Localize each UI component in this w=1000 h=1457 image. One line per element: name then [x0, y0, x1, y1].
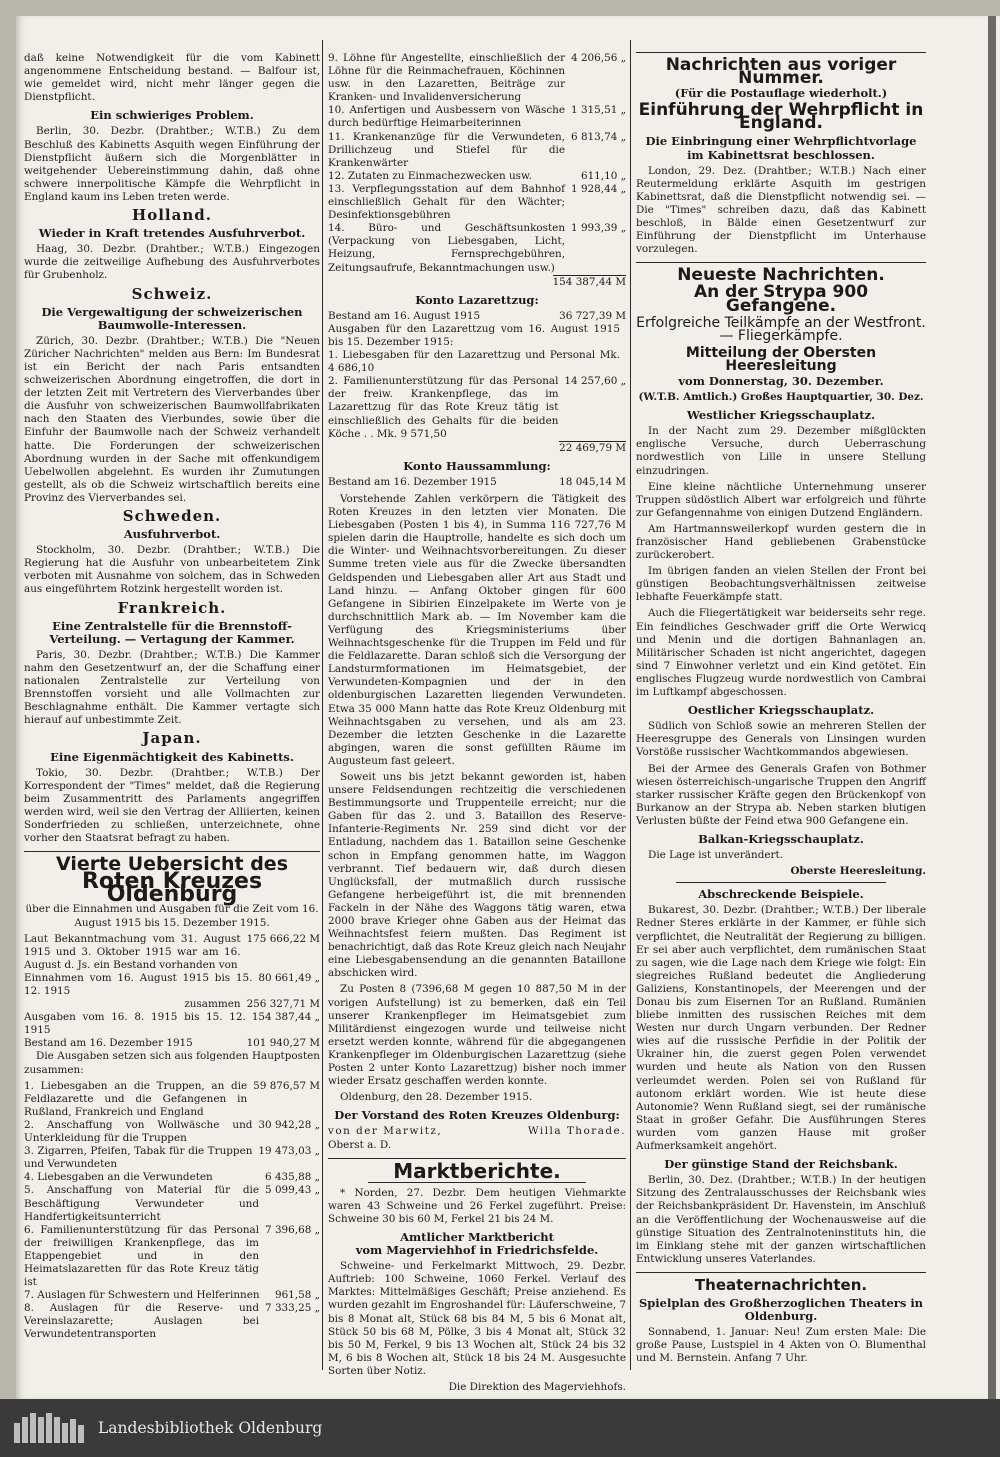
- laz-row: 2. Familienunterstützung für das Personal der freiw. Krankenpflege, das im Lazarettzug für das Rote Kreuz tätig ist einschließlich des Gehalts für die beiden Köche . . Mk. 9 571,50 14 257,60 „: [328, 375, 626, 440]
- strypa-subheadline: Erfolgreiche Teilkämpfe an der Westfront. — Fliegerkämpfe.: [636, 314, 926, 344]
- newspaper-page: [16, 16, 1000, 1399]
- rk-row: Einnahmen vom 16. August 1915 bis 15. 12. 1915 80 661,49 „: [24, 971, 320, 997]
- separator: [24, 851, 320, 852]
- holland-heading: Holland.: [132, 206, 212, 225]
- balkan-text: Die Lage ist unverändert.: [648, 849, 783, 862]
- ost-text-1: Südlich von Schloß sowie an mehreren Stellen der Heeresgruppe des Generals von Linsingen wurden Vorstöße russischer Wachtkommandos abgewiesen.: [636, 720, 926, 759]
- markt-text-2: Schweine- und Ferkelmarkt Mittwoch, 29. Dezbr. Auftrieb: 100 Schweine, 1060 Ferkel. Verlauf des Marktes: Mittelmäßiges Geschäft; Preise anziehend. Es wurden gezahlt im Engroshandel für: Läuferschweine, 7 bis 8 Monat alt, Stück 68 bis 84 M, 5 bis 6 Monat alt, Stück 50 bis 68 M, Pölke, 3 bis 4 Monat alt, Stück 32 bis 50 M, Ferkel, 9 bis 13 Wochen alt, Stück 24 bis 32 M, 6 bis 8 Wochen alt, Stück 18 bis 24 M. Ausgesuchte Sorten über Notiz.: [328, 1260, 626, 1377]
- schweden-text: Stockholm, 30. Dezbr. (Drahtber.; W.T.B.) Die Regierung hat die Ausfuhr von unbearbeitetem Zink verboten mit Ausnahme von solchem, das in Schweden aus eingeführtem Rotzink hergestellt worden ist.: [24, 544, 320, 596]
- column-1: [24, 52, 320, 1342]
- column-rule: [322, 40, 323, 1370]
- west-text-2: Eine kleine nächtliche Unternehmung unserer Truppen südöstlich Albert war erfolgreich und führte zur Gefangennahme von einigen Dutzend Engländern.: [636, 480, 926, 519]
- haussammlung-heading: Konto Haussammlung:: [403, 458, 551, 473]
- column-rule: [630, 40, 631, 1370]
- library-label: Landesbibliothek Oldenburg: [98, 1419, 323, 1437]
- ohl-title: Mitteilung der Obersten Heeresleitung: [685, 344, 877, 374]
- rk-text-3: Zu Posten 8 (7396,68 M gegen 10 887,50 M in der vorigen Aufstellung) ist zu bemerken, daß ein Teil unserer Krankenpfleger im Heimatsgebiet zum Militärdienst eingezogen wurde und teilweise nicht ersetzt werden konnte, während für die abgegangenen Krankenpfleger im Oldenburgischen Lazarettzug (siehe Posten 2 unter Konto Lazarettzug) bisher noch immer wieder Ersatz geschaffen werden konnte.: [328, 983, 626, 1088]
- rk-post: 6. Familienunterstützung für das Personal der freiwilligen Krankenpflege, das im Etappengebiet und in den Heimatslazaretten für das Rote Kreuz tätig ist 7 396,68 „: [24, 1223, 320, 1289]
- rk-post: 7. Auslagen für Schwestern und Helferinnen 961,58 „: [24, 1289, 320, 1302]
- reichsbank-text: Berlin, 30. Dez. (Drahtber.; W.T.B.) In der heutigen Sitzung des Zentralausschusses der Reichsbank wies der Reichsbankpräsident Dr. Havenstein, im Anschluß an die Veröffentlichung der Wochenausweise auf die günstige Situation des Zentralnoteninstituts hin, die im Einklang stehe mit der ganzen wirtschaftlichen Entwicklung unseres Vaterlandes.: [636, 1174, 926, 1265]
- west-text-5: Auch die Fliegertätigkeit war beiderseits sehr rege. Ein feindliches Geschwader griff die Orte Werwicq und Menin und die dortigen Bahnanlagen an. Militärischer Schaden ist nicht angerichtet, dagegen sind 7 Einwohner verletzt und ein Kind getötet. Ein englisches Flugzeug wurde nordwestlich von Cambrai im Luftkampf abgeschossen.: [636, 607, 926, 699]
- problem-heading: Ein schwieriges Problem.: [90, 108, 254, 123]
- rk-post: 2. Anschaffung von Wollwäsche und Unterkleidung für die Truppen 30 942,28 „: [24, 1118, 320, 1145]
- markt-signature: Die Direktion des Magerviehhofs.: [448, 1381, 626, 1393]
- laz-row: Ausgaben für den Lazarettzug vom 16. August 1915 bis 15. Dezember 1915:: [328, 322, 620, 348]
- rk-balance-list: [24, 933, 320, 1051]
- wehrpflicht-subtitle: Die Einbringung einer Wehrpflichtvorlage im Kabinettsrat beschlossen.: [645, 134, 917, 162]
- prev-news-title: Nachrichten aus voriger Nummer.: [665, 55, 897, 89]
- frankreich-subheading: Eine Zentralstelle für die Brennstoff-Verteilung. — Vertagung der Kammer.: [49, 618, 295, 646]
- laz-row: 22 469,79 M: [559, 441, 626, 454]
- frankreich-text: Paris, 30. Dezbr. (Drahtber.; W.T.B.) Die Kammer nahm den Gesetzentwurf an, der die Schaffung einer nationalen Zentralstelle zur Verteilung von Brennstoffen vorsieht und alle Vollmachten zur Beschlagnahme enthält. Die Kammer vertagte sich hierauf auf unbestimmte Zeit.: [24, 648, 320, 727]
- west-text-1: In der Nacht zum 29. Dezember mißglückten englische Versuche, durch Ueberraschung nordwestlich von Lille in unsere Stellung einzudringen.: [636, 425, 926, 477]
- reichsbank-heading: Der günstige Stand der Reichsbank.: [664, 1157, 898, 1172]
- separator: [636, 1272, 926, 1273]
- signature-1: von der Marwitz, Oberst a. D.: [328, 1125, 443, 1151]
- markt-text-1: * Norden, 27. Dezbr. Dem heutigen Viehmarkte waren 43 Schweine und 26 Ferkel zugeführt. Preise: Schweine 30 bis 60 M, Ferkel 21 bis 24 M.: [328, 1186, 626, 1225]
- rk-text-2: Soweit uns bis jetzt bekannt geworden ist, haben unsere Feldsendungen rechtzeitig die verschiedenen Bestimmungsorte und Truppenteile erreicht; nur die Gaben für das 2. und 3. Bataillon des Reserve-Infanterie-Regiments Nr. 259 sind dicht vor der Entladung, nachdem das 1. Bataillon seine Geschenke schon in Empfang genommen hatte, im Waggon verbrannt. Tief bedauern wir, daß durch diesen Unglücksfall, der mutmaßlich durch russische Gefangene herbeigeführt ist, die mit brennenden Fackeln in der Nähe des Waggons tätig waren, etwa 2000 brave Krieger ohne Gaben aus der Heimat das Weihnachtsfest feiern mußten. Das Regiment ist benachrichtigt, daß das Rote Kreuz gleich nach Neujahr eine Liebesgabensendung an die genannten Bataillone abschicken wird.: [328, 770, 626, 980]
- page-edge: [988, 16, 996, 1399]
- theater-subtitle: Spielplan des Großherzoglichen Theaters in Oldenburg.: [638, 1295, 924, 1324]
- rk-dateline: Oldenburg, den 28. Dezember 1915.: [340, 1091, 533, 1104]
- ost-text-2: Bei der Armee des Generals Grafen von Bothmer wiesen österreichisch-ungarische Truppen den Angriff starker russischer Kräfte gegen den Brückenkopf von Burkanow an der Strypa ab. Neben starken blutigen Verlusten büßte der Feind etwa 900 Gefangene ein.: [636, 762, 926, 827]
- theater-title: Theaternachrichten.: [694, 1275, 868, 1294]
- rk-posts-list: [24, 1080, 320, 1342]
- abschreckend-heading: Abschreckende Beispiele.: [698, 887, 864, 902]
- rk-post: 4. Liebesgaben an die Verwundeten 6 435,88 „: [24, 1171, 320, 1184]
- rk-post: 3. Zigarren, Pfeifen, Tabak für die Truppen und Verwundeten 19 473,03 „: [24, 1145, 320, 1171]
- column-3: [636, 52, 926, 1368]
- wehrpflicht-title: Einführung der Wehrpflicht in England.: [638, 100, 924, 134]
- west-heading: Westlicher Kriegsschauplatz.: [686, 408, 876, 423]
- laz-row: 1. Liebesgaben für den Lazarettzug und Personal Mk. 4 686,10: [328, 349, 620, 375]
- rk-row: Laut Bekanntmachung vom 31. August 1915 und 3. Oktober 1915 war am 16. August d. Js. ein Bestand vorhanden von 175 666,22 M: [24, 932, 320, 971]
- separator: [636, 52, 926, 53]
- rk-post: 11. Krankenanzüge für die Verwundeten, Drillichzeug und Stiefel für die Krankenwärter 6 813,74 „: [328, 130, 626, 169]
- holland-subheading: Wieder in Kraft tretendes Ausfuhrverbot.: [38, 226, 306, 241]
- signature-2: Willa Thorade.: [527, 1125, 626, 1138]
- abschreckend-text: Bukarest, 30. Dezbr. (Drahtber.; W.T.B.) Der liberale Redner Steres erklärte in der Kammer, er fühle sich verpflichtet, die Neutralität der Regierung zu billigen. Er sei aber auch verpflichtet, dem rumänischen Staat zu sagen, wie die Lage nach dem Kriege wie folgt: Ein siegreiches Rußland bedeutet die Angliederung Galiziens, Konstantinopels, der Meerengen und der Donau bis zum Eisernen Tor an Rußland. Rumänien bliebe inmitten des russischen Reiches mit dem Westen nur durch Ungarn verbunden. Der Redner wies auf die russische Perfidie in der Politik der Ukrainer hin, die zuerst gegen Polen verwendet wurden und heute als Nation von den Russen verleumdet werden. Polen sei von Rußland für autonom erklärt worden. Wie ist heute diese Autonomie? Wenn Rußland siegt, sei der rumänische Staat in großer Gefahr. Die Ausführungen Steres wurden vom ganzen Hause mit großer Aufmerksamkeit angehört.: [636, 904, 926, 1153]
- balkan-heading: Balkan-Kriegsschauplatz.: [698, 831, 864, 846]
- schweiz-subheading: Die Vergewaltigung der schweizerischen Baumwolle-Interessen.: [41, 304, 303, 332]
- schweden-subheading: Ausfuhrverbot.: [123, 527, 221, 542]
- rk-posts-total: 154 387,44 M: [552, 275, 626, 288]
- lazarettzug-heading: Konto Lazarettzug:: [415, 292, 539, 307]
- holland-text: Haag, 30. Dezbr. (Drahtber.; W.T.B.) Eingezogen wurde die zeitweilige Aufhebung des Ausfuhrverbotes für Grubenholz.: [24, 243, 320, 282]
- japan-subheading: Eine Eigenmächtigkeit des Kabinetts.: [50, 749, 294, 764]
- column-2: [328, 52, 626, 1397]
- haus-row: Bestand am 16. Dezember 1915 18 045,14 M: [328, 475, 626, 488]
- schweiz-text: Zürich, 30. Dezbr. (Drahtber.; W.T.B.) Die "Neuen Züricher Nachrichten" melden aus Bern: Im Bundesrat ist ein Bericht der nach Paris entsandten schweizerischen Abordnung eingetroffen, die dort in der letzten Zeit mit Vertretern des Vierverbandes über die Ausfuhr von schweizerischen Baumwollfabrikaten nach den Staaten des Vierbundes, sowie über die Einfuhr der Baumwolle nach der Schweiz verhandelt hatte. Die Forderungen der schweizerischen Abordnung wurden in der Sache mit offenkundigem Uebelwollen abgelehnt. Es wurden ihr Zumutungen gestellt, als ob die Schweiz wirtschaftlich bereits eine Provinz des Vierverbandes sei.: [24, 334, 320, 504]
- rk-title-line2: Roten Kreuzes Oldenburg: [81, 869, 263, 908]
- rk-posts-continued: [328, 52, 626, 289]
- markt-title: Marktberichte.: [393, 1158, 561, 1183]
- west-text-4: Im übrigen fanden an vielen Stellen der Front bei günstigen Beobachtungsverhältnissen zeitweise lebhafte Feuerkämpfe statt.: [636, 565, 926, 604]
- rk-post: 9. Löhne für Angestellte, einschließlich der Löhne für die Reinmachefrauen, Köchinnen usw. in den Lazaretten, Beiträge zur Kranken- und Invalidenversicherung 4 206,56 „: [328, 52, 626, 104]
- frankreich-heading: Frankreich.: [117, 598, 227, 617]
- ohl-signature: Oberste Heeresleitung.: [790, 865, 926, 878]
- theater-text: Sonnabend, 1. Januar: Neu! Zum ersten Male: Die große Pause, Lustspiel in 4 Akten von O. Blumenthal und M. Bernstein. Anfang 7 Uhr.: [636, 1326, 926, 1365]
- wehrpflicht-text: London, 29. Dez. (Drahtber.; W.T.B.) Nach einer Reutermeldung erklärte Asquith im gestrigen Kabinettsrat, daß die Dienstpflicht notwendig sei. — Die "Times" schreiben dazu, daß das Kabinett beschloß, in Bälde einen Gesetzentwurf zur Einführung der Dienstpflicht im Unterhause vorzulegen.: [636, 164, 926, 256]
- rk-title-line1: Vierte Uebersicht des: [56, 853, 288, 876]
- ohl-date: vom Donnerstag, 30. Dezember.: [678, 373, 884, 388]
- japan-heading: Japan.: [142, 729, 202, 748]
- rk-post: 10. Anfertigen und Ausbessern von Wäsche durch bedürftige Heimarbeiterinnen 1 315,51 „: [328, 104, 626, 130]
- rk-row: Ausgaben vom 16. 8. 1915 bis 15. 12. 1915 154 387,44 „: [24, 1011, 320, 1037]
- rk-post: 12. Zutaten zu Einmachezwecken usw. 611,10 „: [328, 169, 626, 182]
- rk-subtitle: über die Einnahmen und Ausgaben für die Zeit vom 16. August 1915 bis 15. Dezember 1915.: [25, 903, 319, 929]
- rk-text-1: Vorstehende Zahlen verkörpern die Tätigkeit des Roten Kreuzes in den letzten vier Monaten. Die Liebesgaben (Posten 1 bis 4), in Summa 116 727,76 M spielen darin die Hauptrolle, handelte es sich doch um die Winter- und Weihnachtsvorbereitungen. Zu dieser Summe treten viele aus für die Zwecke übersandten Geldspenden und Liebesgaben aller Art aus Stadt und Land hinzu. — Anfang Oktober gingen für 600 Gefangene in Sibirien Einzelpakete im Werte von je durchschnittlich Mark ab. — Im November kam die Verfügung des Kriegsministeriums über Weihnachtsgeschenke für die Truppen im Feld und für die Feldlazarette. Daran schloß sich die Versorgung der Landsturmformationen im Heimatsgebiet, der Verwundeten-Kompagnien und der in den oldenburgischen Lazaretten liegenden Verwundeten. Etwa 35 000 Mann hatte das Rote Kreuz Oldenburg mit Weihnachtsgaben zu versehen, und als am 23. Dezember die letzten Geschenke in die Lazarette abgingen, waren die sonst gefüllten Räume im Augusteum fast geleert.: [328, 493, 626, 767]
- markt-subheading-1: Amtlicher Marktbericht: [400, 1229, 554, 1244]
- rk-row: zusammen 256 327,71 M: [184, 998, 320, 1011]
- rk-post: 14. Büro- und Geschäftsunkosten (Verpackung von Liebesgaben, Licht, Heizung, Fernsprechgebühren, Zeitungsaufrufe, Bekanntmachungen usw.) 1 993,39 „: [328, 222, 626, 274]
- rk-row: Bestand am 16. Dezember 1915 101 940,27 M: [24, 1037, 320, 1050]
- problem-text: Berlin, 30. Dezbr. (Drahtber.; W.T.B.) Zu dem Beschluß des Kabinetts Asquith wegen Einführung der Dienstpflicht äußern sich die Morgenblätter in weitgehender Uebereinstimmung dahin, daß ohne schwere innerpolitische Kämpfe die Wehrpflicht in England kaum ins Leben treten werde.: [24, 125, 320, 203]
- separator: [676, 882, 886, 883]
- japan-text: Tokio, 30. Dezbr. (Drahtber.; W.T.B.) Der Korrespondent der "Times" meldet, daß die Regierung beim Zusammentritt des Parlaments angegriffen werden wird, weil sie den Vertrag der Alliierten, keinen Sonderfrieden zu schließen, unterzeichnete, ohne vorher den Staatsrat befragt zu haben.: [24, 766, 320, 845]
- schweiz-heading: Schweiz.: [131, 284, 213, 303]
- separator: [636, 262, 926, 263]
- ost-heading: Oestlicher Kriegsschauplatz.: [687, 703, 875, 718]
- rk-posts-intro: Die Ausgaben setzen sich aus folgenden Hauptposten zusammen:: [24, 1050, 320, 1076]
- west-text-3: Am Hartmannsweilerkopf wurden gestern die in französischer Hand gebliebenen Grabenstücke zurückerobert.: [636, 522, 926, 562]
- rk-post: 13. Verpflegungsstation auf dem Bahnhof einschließlich Gehalt für den Wächter; Desinfektionsgebühren 1 928,44 „: [328, 182, 626, 222]
- laz-row: Bestand am 16. August 1915 36 727,39 M: [328, 309, 626, 322]
- rk-post: 8. Auslagen für die Reserve- und Vereinslazarette; Auslagen bei Verwundetentransporten 7 333,25 „: [24, 1302, 320, 1341]
- markt-subheading-2: vom Magerviehhof in Friedrichsfelde.: [355, 1243, 599, 1258]
- prev-news-subtitle: (Für die Postauflage wiederholt.): [674, 86, 888, 101]
- schweden-heading: Schweden.: [122, 507, 222, 525]
- intro-text: daß keine Notwendigkeit für die vom Kabinett angenommene Entscheidung bestand. — Balfour ist, wie gemeldet wird, nicht mehr länger gegen die Dienstpflicht.: [24, 52, 320, 104]
- rk-post: 1. Liebesgaben an die Truppen, an die Feldlazarette und die Gefangenen in Rußland, Frankreich und England 59 876,57 M: [24, 1079, 320, 1118]
- strypa-headline: An der Strypa 900 Gefangene.: [693, 282, 869, 316]
- lazarettzug-list: [328, 310, 626, 455]
- library-footer: [0, 1399, 1000, 1457]
- ohl-line: (W.T.B. Amtlich.) Großes Hauptquartier, 30. Dez.: [638, 391, 924, 404]
- neueste-title: Neueste Nachrichten.: [677, 265, 885, 286]
- rk-vorstand: Der Vorstand des Roten Kreuzes Oldenburg:: [334, 1108, 620, 1123]
- rk-post: 5. Anschaffung von Material für die Beschäftigung Verwundeter und Handfertigkeitsunterricht 5 099,43 „: [24, 1184, 320, 1223]
- rk-signatures: [328, 1125, 626, 1151]
- library-building-icon: [14, 1413, 84, 1443]
